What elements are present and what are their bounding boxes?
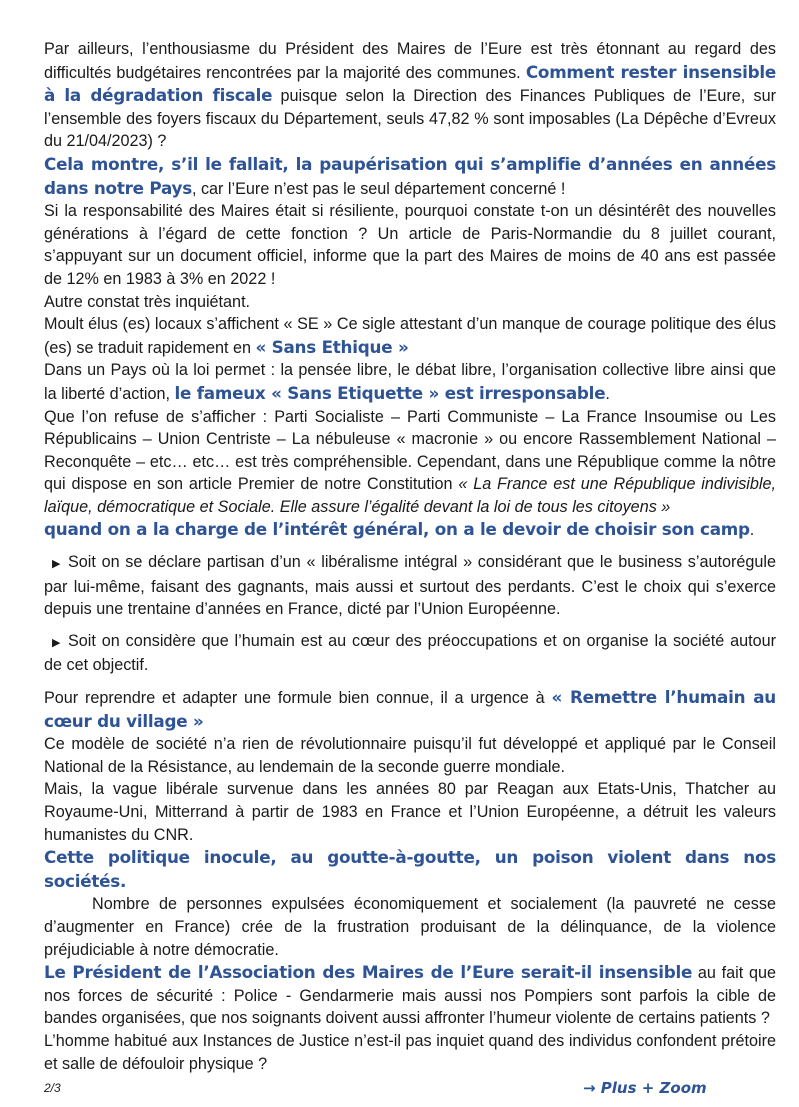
- paragraph-remettre-humain: Pour reprendre et adapter une formule bien connue, il a urgence à « Remettre l’humain au cœur du village »: [44, 687, 776, 731]
- paragraph-justice: L’homme habitué aux Instances de Justice n’est-il pas inquiet quand des individus confondent prétoire et salle de défouloir physique ?: [44, 1031, 776, 1073]
- page-number: 2/3: [44, 1081, 61, 1095]
- highlight-president-insensible: Le Président de l’Association des Maires de l’Eure serait-il insensible: [44, 962, 693, 983]
- bullet-liberalisme: ▶ Soit on se déclare partisan d’un « libéralisme intégral » considérant que le business s’autorégule par lui-même, faisant des gagnants, mais aussi et surtout des perdants. C’est le choix qui s’exerce depuis une trentaine d’années en France, dicté par l’Union Européenne.: [44, 553, 776, 619]
- paragraph-president-insensible: Le Président de l’Association des Maires de l’Eure serait-il insensible au fait que nos forces de sécurité : Police - Gendarmerie mais aussi nos Pompiers sont parfois la cible de bandes organisées, que nos soignants doivent aussi affronter l’humeur violente de certains patients ?: [44, 962, 776, 1028]
- highlight-choisir-camp: quand on a la charge de l’intérêt général, on a le devoir de choisir son camp: [44, 519, 750, 540]
- paragraph-constat: Autre constat très inquiétant.: [44, 292, 251, 311]
- paragraph-poison: [44, 846, 776, 893]
- paragraph-cnr: Ce modèle de société n’a rien de révolutionnaire puisqu’il fut développé et appliqué par le Conseil National de la Résistance, au lendemain de la seconde guerre mondiale.: [44, 735, 776, 776]
- constitution-quote: « La France est une République indivisible, laïque, démocratique et Sociale. Elle assure l’égalité devant la loi de tous les citoyens »: [44, 475, 776, 516]
- paragraph-sans-ethique: Moult élus (es) locaux s’affichent « SE » Ce sigle attestant d’un manque de courage politique des élus (es) se traduit rapidement en « Sans Ethique »: [44, 315, 776, 357]
- paragraph-vague-liberale: Mais, la vague libérale survenue dans les années 80 par Reagan aux Etats-Unis, Thatcher au Royaume-Uni, Mitterrand à partir de 1983 en France et l’Union Européenne, a détruit les valeurs humanistes du CNR.: [44, 780, 776, 844]
- paragraph-choisir-camp: quand on a la charge de l’intérêt général, on a le devoir de choisir son camp.: [44, 519, 755, 540]
- highlight-sans-ethique: « Sans Ethique »: [255, 336, 409, 357]
- paragraph-pauperisation: Cela montre, s’il le fallait, la paupérisation qui s’amplifie d’années en années dans notre Pays, car l’Eure n’est pas le seul département concerné !: [44, 153, 776, 198]
- paragraph-sans-etiquette: Dans un Pays où la loi permet : la pensée libre, le débat libre, l’organisation collective libre ainsi que la liberté d’action, le fameux « Sans Etiquette » est irresponsable.: [44, 361, 776, 403]
- highlight-pauperisation: Cela montre, s’il le fallait, la paupérisation qui s’amplifie d’années en années dans notre Pays: [44, 153, 776, 198]
- bullet-humain: ▶ Soit on considère que l’humain est au cœur des préoccupations et on organise la société autour de cet objectif.: [44, 631, 776, 675]
- highlight-degradation-fiscale: Comment rester insensible à la dégradation fiscale: [44, 61, 776, 106]
- plus-zoom-link[interactable]: → Plus + Zoom: [583, 1079, 707, 1097]
- paragraph-budget: Par ailleurs, l’enthousiasme du Président des Maires de l’Eure est très étonnant au regard des difficultés budgétaires rencontrées par la majorité des communes. Comment rester insensible à la dégradation fiscale puisque selon la Direction des Finances Publiques de l’Eure, sur l’ensemble des foyers fiscaux du Département, seuls 47,82 % sont imposables (La Dépêche d’Evreux du 21/04/2023) ?: [44, 40, 776, 151]
- paragraph-partis: Que l’on refuse de s’afficher : Parti Socialiste – Parti Communiste – La France Insoumise ou Les Républicains – Union Centriste – La nébuleuse « macronie » ou encore Rassemblement National – Reconquête – etc… etc… est très compréhensible. Cependant, dans une République comme la nôtre qui dispose en son article Premier de notre Constitution « La France est une République indivisible, laïque, démocratique et Sociale. Elle assure l’égalité devant la loi de tous les citoyens »: [44, 407, 776, 516]
- document-body: [44, 38, 776, 1075]
- highlight-poison: Cette politique inocule, au goutte-à-goutte, un poison violent dans nos sociétés.: [44, 847, 776, 891]
- right-triangle-icon: ▶: [52, 636, 61, 649]
- paragraph-maires-jeunes: Si la responsabilité des Maires était si résiliente, pourquoi constate t-on un désintérêt des nouvelles générations à l’égard de cette fonction ? Un article de Paris-Normandie du 8 juillet courant, s’appuyant sur un document officiel, informe que la part des Maires de moins de 40 ans est passée de 12% en 1983 à 3% en 2022 !: [44, 202, 776, 288]
- highlight-remettre-humain: « Remettre l’humain au cœur du village »: [44, 687, 776, 731]
- highlight-sans-etiquette: le fameux « Sans Etiquette » est irresponsable: [174, 382, 606, 403]
- right-triangle-icon: ▶: [52, 558, 61, 571]
- paragraph-expulsees: Nombre de personnes expulsées économiquement et socialement (la pauvreté ne cesse d’augmenter en France) crée de la frustration produisant de la délinquance, de la violence préjudiciable à notre démocratie.: [44, 895, 776, 959]
